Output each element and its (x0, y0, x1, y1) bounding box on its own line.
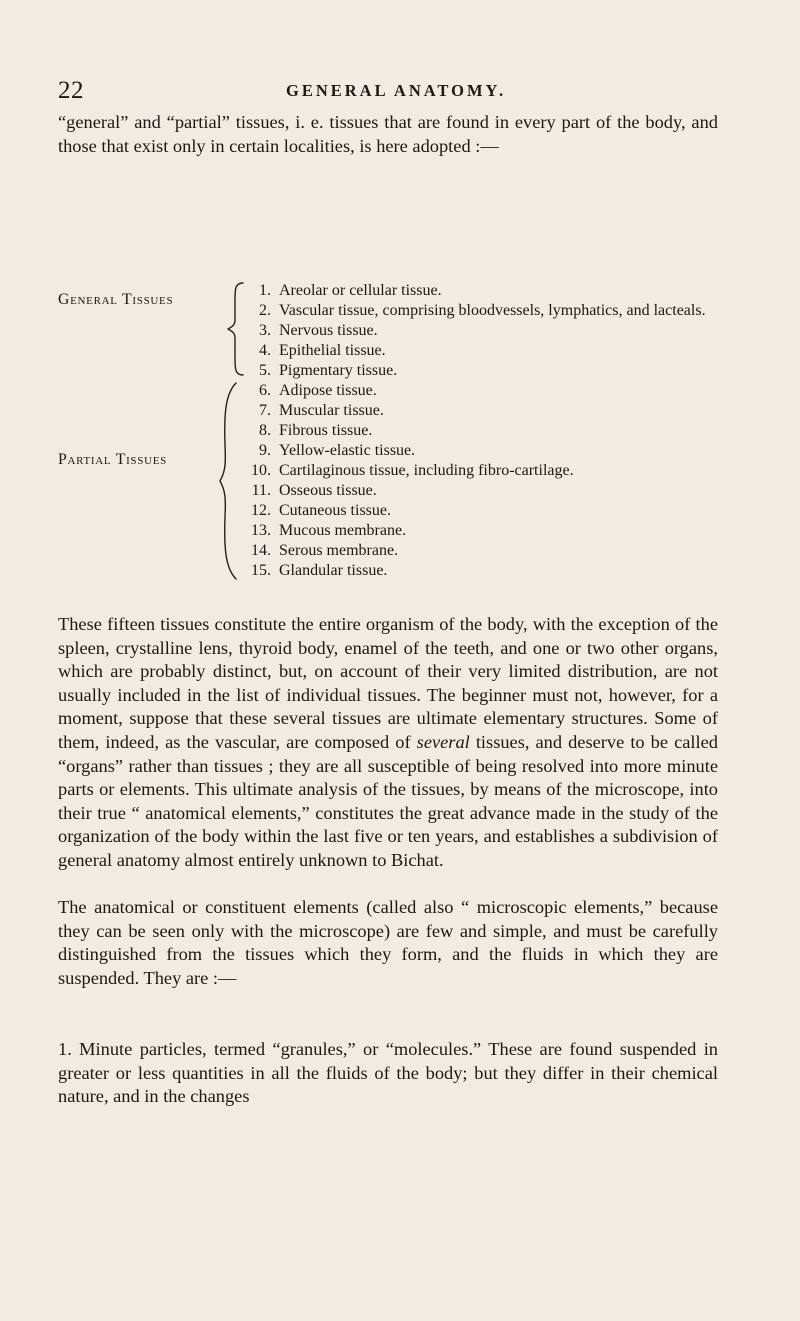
body-paragraph-two: The anatomical or constituent elements (called also “ microscopic elements,” because they can be seen only with the microscope) are few and simple, and must be carefully distinguished from the tissues which they form, and the fluids in which they are suspended. They are :— (58, 897, 718, 988)
tissue-name: Areolar or cellular tissue. (279, 282, 442, 299)
tissue-name: Glandular tissue. (279, 562, 388, 579)
tissue-list-item (246, 401, 746, 421)
tissue-number: 2. (259, 302, 271, 319)
tissue-list-item (246, 521, 746, 541)
body-paragraph-three: 1. Minute particles, termed “granules,” or “molecules.” These are found suspended in greater or less quantities in all the fluids of the body; but they differ in their chemical nature, and in the changes (58, 1039, 718, 1107)
tissue-number: 3. (259, 322, 271, 339)
tissue-list-item (246, 361, 746, 381)
tissue-classification (58, 281, 748, 601)
tissue-name: Cutaneous tissue. (279, 502, 391, 519)
tissue-list (246, 281, 746, 581)
tissue-number: 10. (251, 462, 271, 479)
tissue-list-item (246, 481, 746, 501)
tissue-number: 4. (259, 342, 271, 359)
page-number: 22 (58, 77, 84, 104)
tissue-number: 6. (259, 382, 271, 399)
tissue-number: 5. (259, 362, 271, 379)
running-head (58, 76, 738, 106)
tissue-name: Mucous membrane. (279, 522, 407, 539)
tissue-name: Nervous tissue. (279, 322, 378, 339)
tissue-number: 7. (259, 402, 271, 419)
partial-tissues-label: Partial Tissues (58, 451, 167, 468)
tissue-number: 9. (259, 442, 271, 459)
tissue-name: Cartilaginous tissue, including fibro-cartilage. (279, 462, 574, 479)
tissue-name: Osseous tissue. (279, 482, 377, 499)
tissue-name: Pigmentary tissue. (279, 362, 398, 379)
tissue-name: Muscular tissue. (279, 402, 384, 419)
tissue-list-item (246, 561, 746, 581)
intro-paragraph: “general” and “partial” tissues, i. e. tissues that are found in every part of the body, and those that exist only in certain localities, is here adopted :— (58, 112, 718, 156)
tissue-number: 1. (259, 282, 271, 299)
paragraph-text: These fifteen tissues constitute the entire organism of the body, with the exception of the spleen, crystalline lens, thyroid body, enamel of the teeth, and one or two other organs, which are probably distinct, but, on account of their very limited distribution, are not usually included in the list of individual tissues. The beginner must not, however, for a moment, suppose that these several tissues are ultimate elementary structures. Some of them, indeed, as the vascular, are composed of (58, 614, 718, 752)
tissue-number: 12. (251, 502, 271, 519)
tissue-name: Serous membrane. (279, 542, 399, 559)
tissue-name: Fibrous tissue. (279, 422, 373, 439)
tissue-list-item (246, 321, 746, 341)
general-tissues-label: General Tissues (58, 291, 174, 308)
paragraph-text: tissues, and deserve to be called “organs” rather than tissues ; they are all susceptible of being resolved into more minute parts or elements. This ultimate analysis of the tissues, by means of the microscope, into their true “ anatomical elements,” constitutes the great advance made in the study of the organization of the body within the last five or ten years, and establishes a subdivision of general anatomy almost entirely unknown to Bichat. (58, 731, 718, 870)
general-tissues-brace (226, 281, 246, 377)
tissue-list-item (246, 441, 746, 461)
tissue-number: 8. (259, 422, 271, 439)
tissue-list-item (246, 501, 746, 521)
tissue-number: 15. (251, 562, 271, 579)
tissue-name: Yellow-elastic tissue. (279, 442, 416, 459)
tissue-list-item (246, 281, 746, 301)
tissue-name: Epithelial tissue. (279, 342, 386, 359)
italic-word: several (416, 731, 470, 752)
tissue-number: 11. (251, 482, 271, 499)
tissue-name: Vascular tissue, comprising bloodvessels, lymphatics, and lacteals. (279, 302, 706, 319)
tissue-name: Adipose tissue. (279, 382, 377, 399)
tissue-list-item (246, 381, 746, 401)
tissue-list-item (246, 421, 746, 441)
running-title: GENERAL ANATOMY. (286, 81, 507, 100)
tissue-list-item (246, 341, 746, 361)
tissue-list-item (246, 541, 746, 561)
tissue-list-item (246, 461, 746, 481)
partial-tissues-brace (218, 381, 238, 581)
body-paragraph-one (58, 613, 718, 873)
tissue-list-item (246, 301, 746, 321)
tissue-number: 14. (251, 542, 271, 559)
tissue-number: 13. (251, 522, 271, 539)
